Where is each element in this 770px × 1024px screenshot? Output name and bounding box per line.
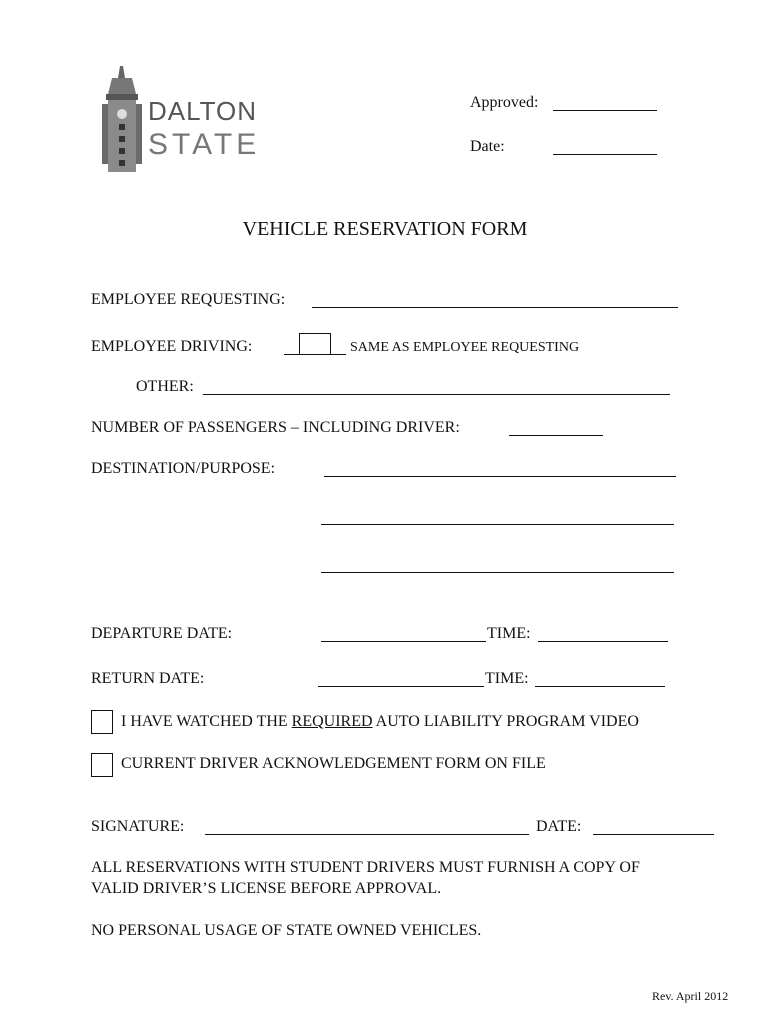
other-field[interactable] xyxy=(203,378,670,395)
same-as-label: SAME AS EMPLOYEE REQUESTING xyxy=(350,340,580,355)
other-label: OTHER: xyxy=(136,378,194,395)
signature-date-label: DATE: xyxy=(536,818,582,835)
header-date-label: Date: xyxy=(470,138,505,155)
personal-usage-notice: NO PERSONAL USAGE OF STATE OWNED VEHICLES. xyxy=(91,922,482,939)
logo-text-state: STATE xyxy=(148,128,261,161)
video-text-post: AUTO LIABILITY PROGRAM VIDEO xyxy=(372,713,639,730)
revision-note: Rev. April 2012 xyxy=(652,989,729,1003)
approved-label: Approved: xyxy=(470,94,539,111)
passengers-label: NUMBER OF PASSENGERS – INCLUDING DRIVER: xyxy=(91,419,460,436)
video-text-required: REQUIRED xyxy=(291,713,373,730)
student-notice-line2: VALID DRIVER’S LICENSE BEFORE APPROVAL. xyxy=(91,880,442,897)
signature-field[interactable] xyxy=(205,818,529,835)
passengers-field[interactable] xyxy=(509,419,603,436)
employee-requesting-field[interactable] xyxy=(312,291,678,308)
employee-driving-label: EMPLOYEE DRIVING: xyxy=(91,338,253,355)
destination-field-1[interactable] xyxy=(324,460,676,477)
return-date-label: RETURN DATE: xyxy=(91,670,205,687)
video-text-pre: I HAVE WATCHED THE xyxy=(121,713,292,730)
form-title: VEHICLE RESERVATION FORM xyxy=(242,218,528,240)
approved-field[interactable] xyxy=(553,94,657,111)
student-notice-line1: ALL RESERVATIONS WITH STUDENT DRIVERS MUST FURNISH A COPY OF xyxy=(91,859,640,876)
acknowledgement-label: CURRENT DRIVER ACKNOWLEDGEMENT FORM ON FILE xyxy=(121,755,546,772)
header-date-field[interactable] xyxy=(553,138,657,155)
video-checkbox[interactable] xyxy=(91,710,113,734)
signature-label: SIGNATURE: xyxy=(91,818,185,835)
return-date-field[interactable] xyxy=(318,670,484,687)
destination-field-3[interactable] xyxy=(321,556,674,573)
departure-time-label: TIME: xyxy=(487,625,531,642)
same-as-checkbox[interactable] xyxy=(299,333,331,355)
signature-date-field[interactable] xyxy=(593,818,714,835)
employee-requesting-label: EMPLOYEE REQUESTING: xyxy=(91,291,286,308)
departure-date-field[interactable] xyxy=(321,625,486,642)
return-time-field[interactable] xyxy=(535,670,665,687)
departure-time-field[interactable] xyxy=(538,625,668,642)
logo-text-dalton: DALTON xyxy=(148,96,258,126)
departure-date-label: DEPARTURE DATE: xyxy=(91,625,233,642)
return-time-label: TIME: xyxy=(485,670,529,687)
destination-field-2[interactable] xyxy=(321,508,674,525)
acknowledgement-checkbox[interactable] xyxy=(91,753,113,777)
dalton-state-logo xyxy=(92,64,272,174)
destination-label: DESTINATION/PURPOSE: xyxy=(91,460,276,477)
clock-tower-icon xyxy=(92,64,152,174)
video-statement xyxy=(121,713,639,731)
